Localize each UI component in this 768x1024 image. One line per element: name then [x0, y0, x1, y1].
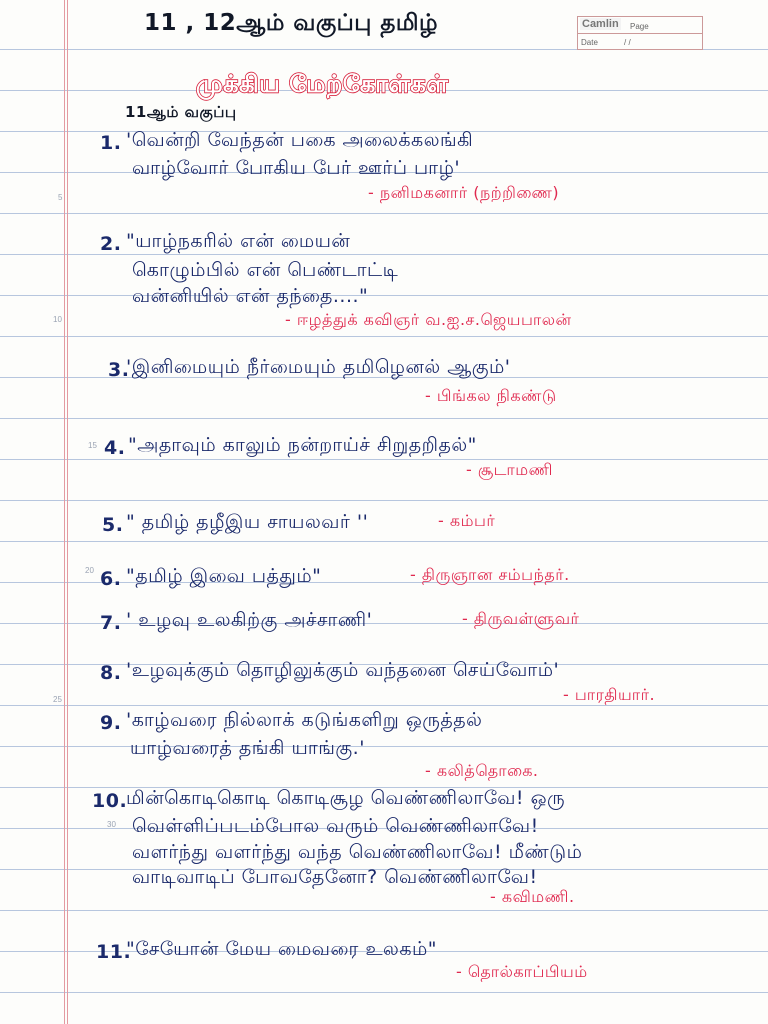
quote-number: 2. [100, 233, 122, 255]
quote-author: - ஈழத்துக் கவிஞர் வ.ஐ.ச.ஜெயபாலன் [285, 310, 572, 329]
quote-number: 4. [104, 437, 126, 459]
notebook-brand-box [577, 16, 703, 50]
quote-author: - திருவள்ளுவர் [462, 609, 580, 628]
quote-line: " தமிழ் தழீஇய சாயலவர் '' [126, 511, 369, 533]
line-number: 20 [85, 566, 94, 575]
quote-number: 9. [100, 712, 122, 734]
quote-line: "தமிழ் இவை பத்தும்" [126, 565, 322, 587]
quote-number: 10. [92, 790, 128, 812]
quote-line: 'காழ்வரை நில்லாக் கடுங்களிறு ஒருத்தல் [126, 709, 483, 731]
quote-author: - சூடாமணி [466, 460, 553, 479]
quote-line: கொழும்பில் என் பெண்டாட்டி [132, 259, 399, 281]
section-heading: 11ஆம் வகுப்பு [125, 103, 237, 121]
margin-line [67, 0, 68, 1024]
quote-author: - கலித்தொகை. [425, 761, 539, 780]
line-number: 5 [58, 193, 63, 202]
divider [578, 33, 702, 34]
quote-line: 'இனிமையும் நீர்மையும் தமிழெனல் ஆகும்' [126, 356, 511, 378]
line-number: 30 [107, 820, 116, 829]
quote-line: "அதாவும் காலும் நன்றாய்ச் சிறுதறிதல்" [128, 434, 477, 456]
quote-number: 6. [100, 568, 122, 590]
date-slashes: / / [624, 38, 631, 47]
quote-author: - திருஞான சம்பந்தர். [410, 565, 570, 584]
page-subtitle: முக்கிய மேற்கோள்கள் [196, 70, 449, 98]
quote-author: - கவிமணி. [490, 887, 575, 906]
quote-line: 'வென்றி வேந்தன் பகை அலைக்கலங்கி [126, 129, 474, 151]
quote-line: வன்னியில் என் தந்தை...." [132, 285, 369, 307]
quote-line: "சேயோன் மேய மைவரை உலகம்" [126, 938, 438, 960]
margin-line [64, 0, 65, 1024]
quote-author: - பாரதியார். [563, 685, 656, 704]
quote-number: 3. [108, 359, 130, 381]
line-number: 25 [53, 695, 62, 704]
quote-number: 11. [96, 941, 132, 963]
page-label: Page [630, 22, 649, 31]
quote-line: யாழ்வரைத் தங்கி யாங்கு.' [130, 737, 365, 759]
quote-author: - கம்பர் [438, 511, 496, 530]
quote-line: "யாழ்நகரில் என் மையன் [126, 230, 351, 252]
quote-line: வளர்ந்து வளர்ந்து வந்த வெண்ணிலாவே! மீண்டும் [132, 841, 583, 863]
line-number: 15 [88, 441, 97, 450]
quote-number: 7. [100, 612, 122, 634]
quote-number: 1. [100, 132, 122, 154]
quote-line: ' உழவு உலகிற்கு அச்சாணி' [126, 609, 373, 631]
quote-author: - பிங்கல நிகண்டு [425, 386, 557, 405]
quote-number: 8. [100, 662, 122, 684]
brand-logo: Camlin [582, 18, 619, 30]
quote-line: வாழ்வோர் போகிய பேர் ஊர்ப் பாழ்' [132, 157, 461, 179]
quote-author: - நனிமகனார் (நற்றிணை) [368, 183, 560, 202]
quote-line: வெள்ளிப்படம்போல வரும் வெண்ணிலாவே! [132, 815, 539, 837]
page-title: 11 , 12ஆம் வகுப்பு தமிழ் [144, 10, 439, 36]
quote-number: 5. [102, 514, 124, 536]
quote-line: 'உழவுக்கும் தொழிலுக்கும் வந்தனை செய்வோம்' [126, 659, 560, 681]
quote-author: - தொல்காப்பியம் [456, 962, 588, 981]
line-number: 10 [53, 315, 62, 324]
quote-line: மின்கொடிகொடி கொடிசூழ வெண்ணிலாவே! ஒரு [126, 787, 566, 809]
quote-line: வாடிவாடிப் போவதேனோ? வெண்ணிலாவே! [132, 866, 538, 888]
date-label: Date [581, 38, 598, 47]
